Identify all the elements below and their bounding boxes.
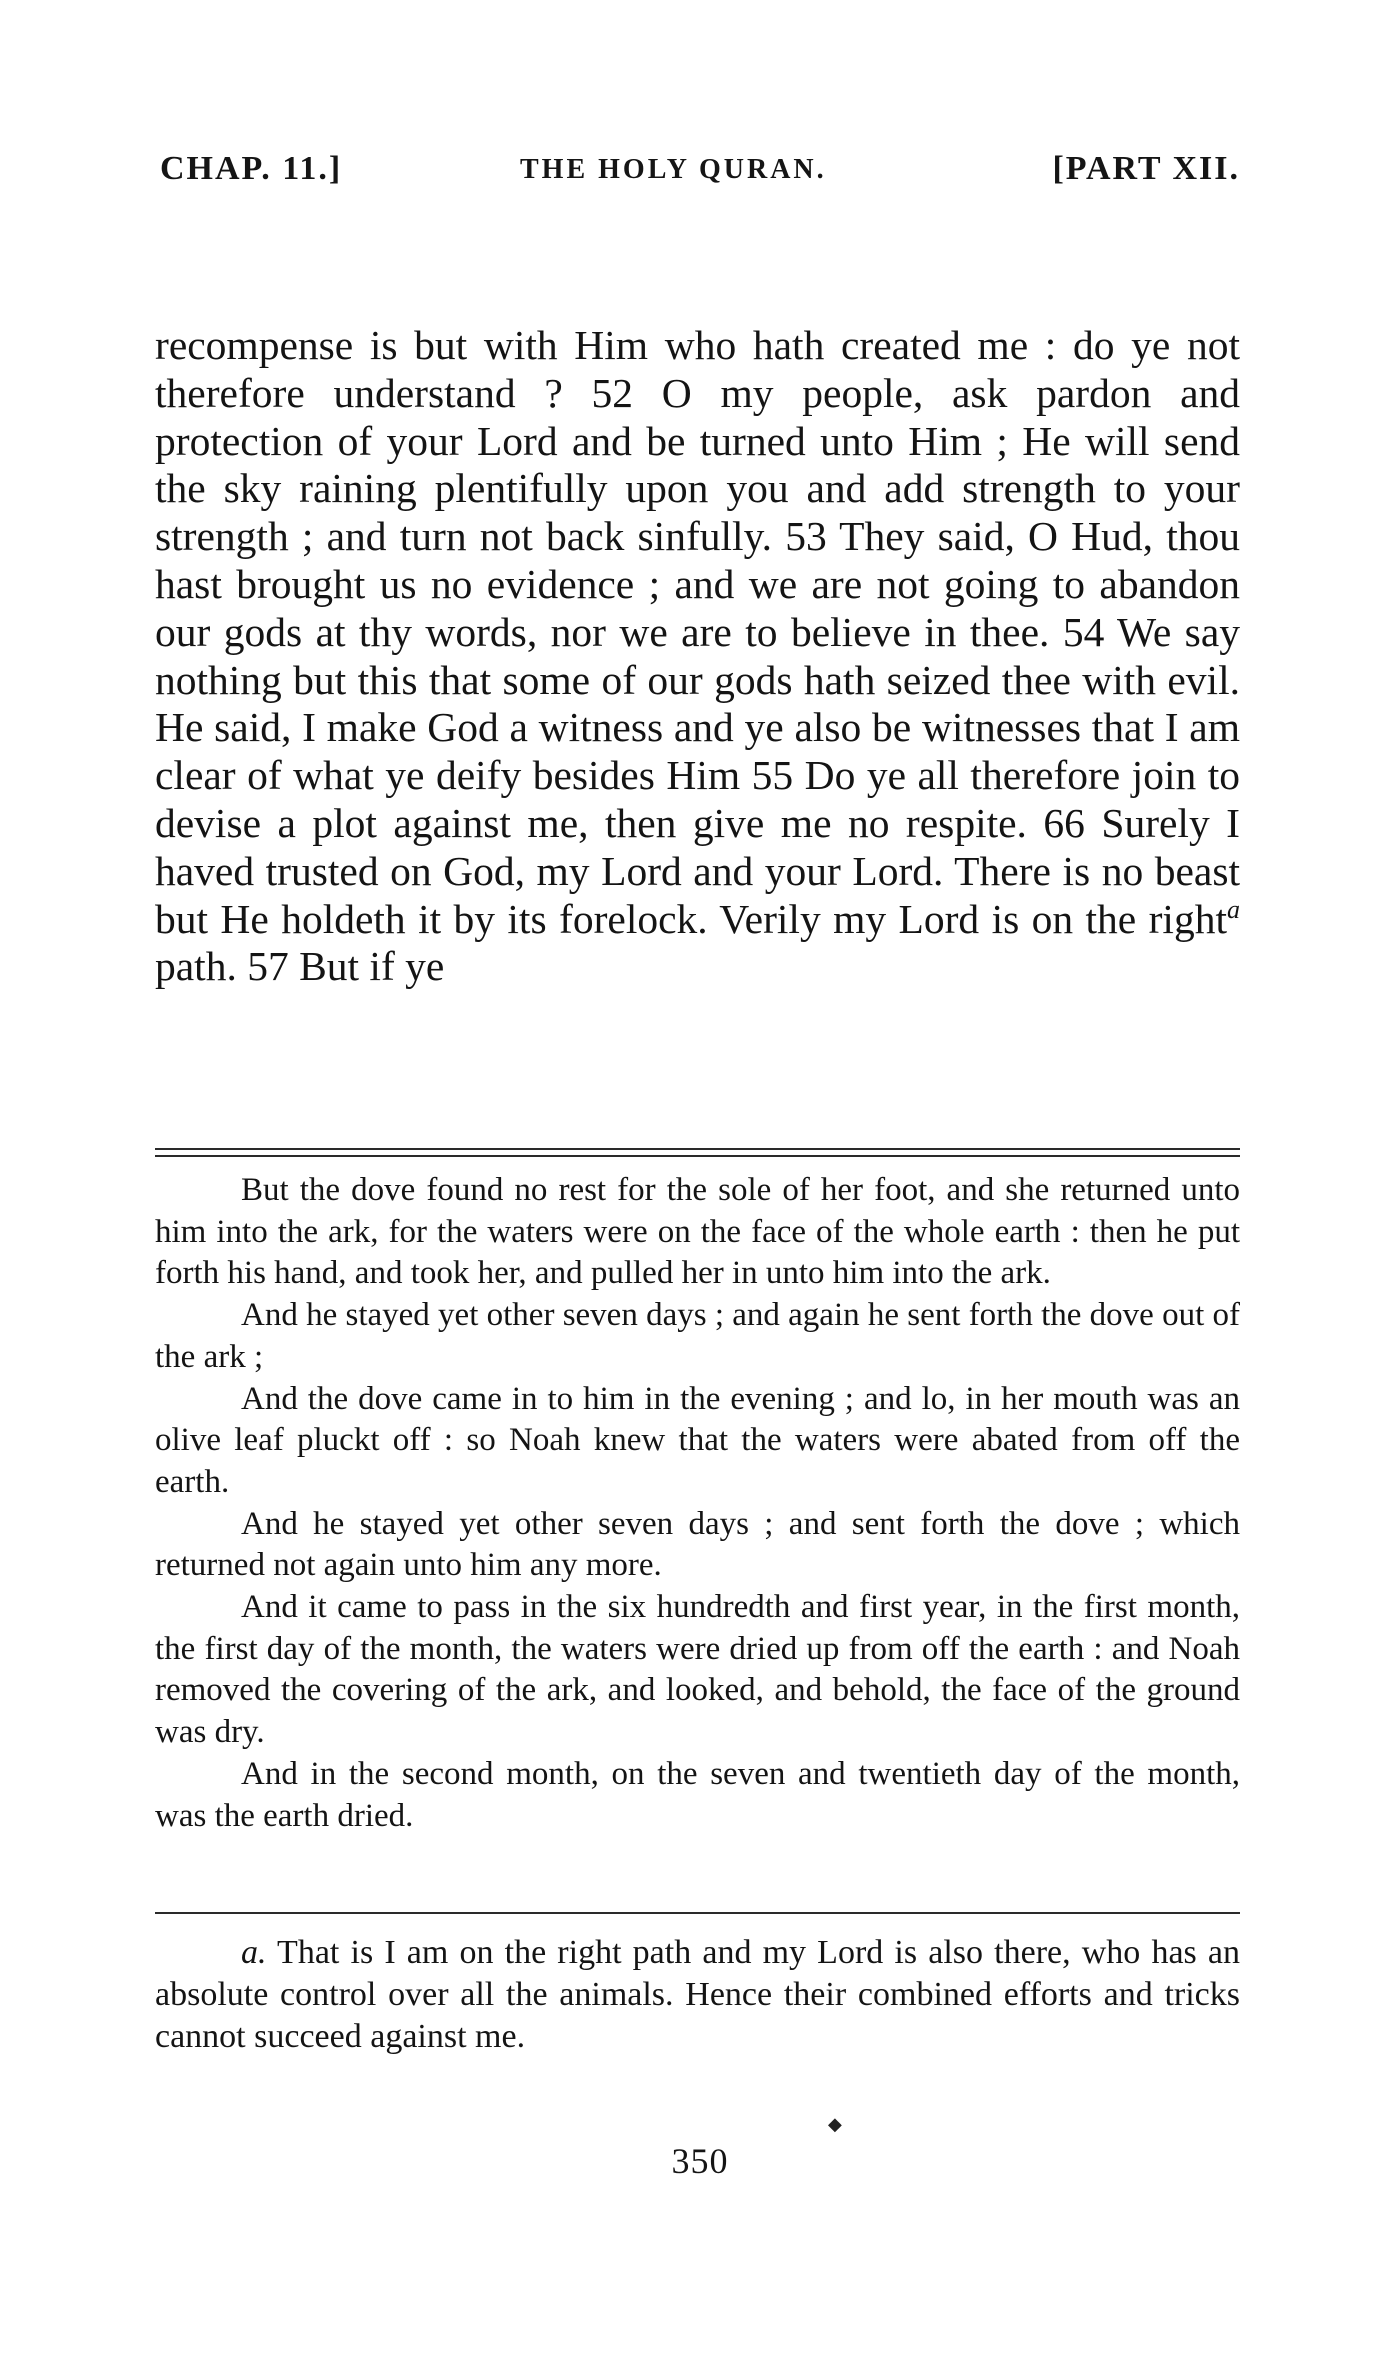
double-rule-bottom	[155, 1155, 1240, 1157]
page-number: 350	[671, 2141, 729, 2181]
footnote	[155, 1932, 1240, 2058]
bible-paragraph: But the dove found no rest for the sole of her foot, and she returned unto him into the ark, for the waters were on the face of the whole earth : then he put forth his hand, and took her, and pulled her in unto him into the ark.	[155, 1172, 1240, 1292]
main-paragraph	[155, 322, 1240, 991]
footnote-reference-a: a	[1227, 894, 1240, 924]
main-text-body: recompense is but with Him who hath created me : do ye not therefore understand ? 52 O my people, ask pardon and protection of your Lord and be turned unto Him ; He will send the sky raining plentifully upon you and add strength to your strength ; and turn not back sinfully. 53 They said, O Hud, thou hast brought us no evidence ; and we are not going to abandon our gods at thy words, nor we are to believe in thee. 54 We say nothing but this that some of our gods hath seized thee with evil. He said, I make God a witness and ye also be witnesses that I am clear of what ye deify besides Him 55 Do ye all therefore join to devise a plot against me, then give me no respite. 66 Surely I haved trusted on God, my Lord and your Lord. There is no beast but He holdeth it by its forelock. Verily my Lord is on the right	[155, 322, 1240, 942]
part-label: [PART XII.	[1052, 150, 1240, 187]
bible-paragraph: And the dove came in to him in the evening ; and lo, in her mouth was an olive leaf pluckt off : so Noah knew that the waters were abated from off the earth.	[155, 1380, 1240, 1500]
double-rule-top	[155, 1148, 1240, 1150]
footnote-paragraph	[155, 1932, 1240, 2058]
bible-paragraph: And he stayed yet other seven days ; and again he sent forth the dove out of the ark ;	[155, 1297, 1240, 1375]
footnote-mark: a.	[241, 1934, 267, 1971]
bible-comparison-text	[155, 1170, 1240, 1837]
footnote-text: That is I am on the right path and my Lord is also there, who has an absolute control over all the animals. Hence their combined efforts and tricks cannot succeed against me.	[155, 1934, 1241, 2055]
chapter-label: CHAP. 11.]	[160, 150, 343, 187]
main-text-end: path. 57 But if ye	[155, 943, 445, 990]
ornament-icon: ◆	[828, 2114, 842, 2135]
book-title: THE HOLY QURAN.	[520, 154, 827, 185]
running-header	[160, 150, 1240, 210]
bible-paragraph: And he stayed yet other seven days ; and sent forth the dove ; which returned not again unto him any more.	[155, 1505, 1240, 1584]
bible-paragraph: And in the second month, on the seven and twentieth day of the month, was the earth dried.	[155, 1755, 1240, 1834]
footnote-rule	[155, 1912, 1240, 1914]
quran-translation-text	[155, 322, 1240, 991]
bible-paragraph: And it came to pass in the six hundredth and first year, in the first month, the first day of the month, the waters were dried up from off the earth : and Noah removed the covering of the ark, and looked, and behold, the face of the ground was dry.	[155, 1589, 1240, 1751]
